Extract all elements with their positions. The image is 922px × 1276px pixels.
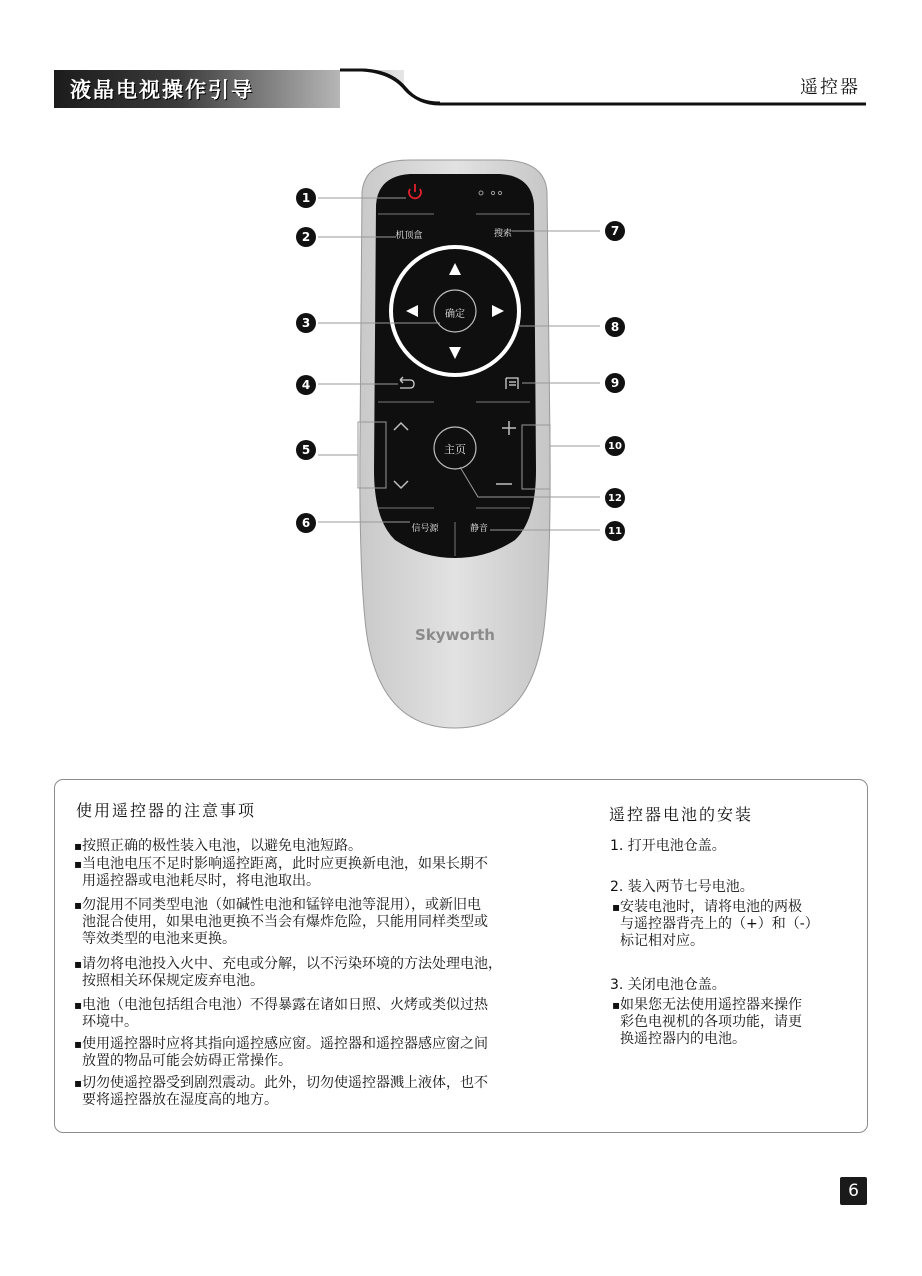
home-label: 主页 <box>444 443 466 456</box>
mute-label: 静音 <box>469 524 488 534</box>
ok-label: 确定 <box>445 309 465 320</box>
brand-logo: Skyworth <box>415 626 495 644</box>
notice-item: ▪ 当电池电压不足时影响遥控距离，此时应更换新电池，如果长期不 用遥控器或电池耗尽时，将电池取出。 <box>74 856 488 889</box>
callout-12: 12 <box>605 488 625 508</box>
battery-step-1: 1. 打开电池仓盖。 <box>610 838 726 854</box>
notice-item: ▪ 切勿使遥控器受到剧烈震动。此外，切勿使遥控器溅上液体，也不 要将遥控器放在湿度高的地方。 <box>74 1075 488 1108</box>
notice-item: ▪ 勿混用不同类型电池（如碱性电池和锰锌电池等混用），或新旧电 池混合使用，如果电池更换不当会有爆炸危险，只能用同样类型或 等效类型的电池来更换。 <box>74 897 488 947</box>
callout-10: 10 <box>605 436 625 456</box>
callout-4: 4 <box>296 375 316 395</box>
battery-step-2: 2. 装入两节七号电池。 <box>610 879 754 895</box>
battery-step-3-note: ▪ 如果您无法使用遥控器来操作 彩色电视机的各项功能，请更 换遥控器内的电池。 <box>612 997 802 1047</box>
callout-5: 5 <box>296 440 316 460</box>
callout-1: 1 <box>296 188 316 208</box>
settop-box-label: 机顶盒 <box>395 231 423 241</box>
callout-6: 6 <box>296 513 316 533</box>
callout-2: 2 <box>296 227 316 247</box>
callout-11: 11 <box>605 521 625 541</box>
callout-3: 3 <box>296 313 316 333</box>
page-title: 液晶电视操作引导 <box>70 77 254 102</box>
source-label: 信号源 <box>411 524 439 534</box>
callout-8: 8 <box>605 317 625 337</box>
battery-step-2-note: ▪ 安装电池时，请将电池的两极 与遥控器背壳上的（+）和（-） 标记相对应。 <box>612 899 819 949</box>
callout-7: 7 <box>605 221 625 241</box>
notice-item: ▪ 请勿将电池投入火中、充电或分解，以不污染环境的方法处理电池， 按照相关环保规定废弃电池。 <box>74 956 502 989</box>
notice-item: ▪ 按照正确的极性装入电池，以避免电池短路。 <box>74 838 362 854</box>
notice-item: ▪ 电池（电池包括组合电池）不得暴露在诸如日照、火烤或类似过热 环境中。 <box>74 997 488 1030</box>
search-label: 搜索 <box>493 229 512 239</box>
battery-step-3: 3. 关闭电池仓盖。 <box>610 977 726 993</box>
battery-title: 遥控器电池的安装 <box>609 805 754 824</box>
notice-title: 使用遥控器的注意事项 <box>76 801 257 820</box>
section-title: 遥控器 <box>800 77 860 98</box>
callout-9: 9 <box>605 373 625 393</box>
page-number: 6 <box>840 1177 867 1205</box>
notice-item: ▪ 使用遥控器时应将其指向遥控感应窗。遥控器和遥控器感应窗之间 放置的物品可能会妨碍正常操作。 <box>74 1036 488 1069</box>
